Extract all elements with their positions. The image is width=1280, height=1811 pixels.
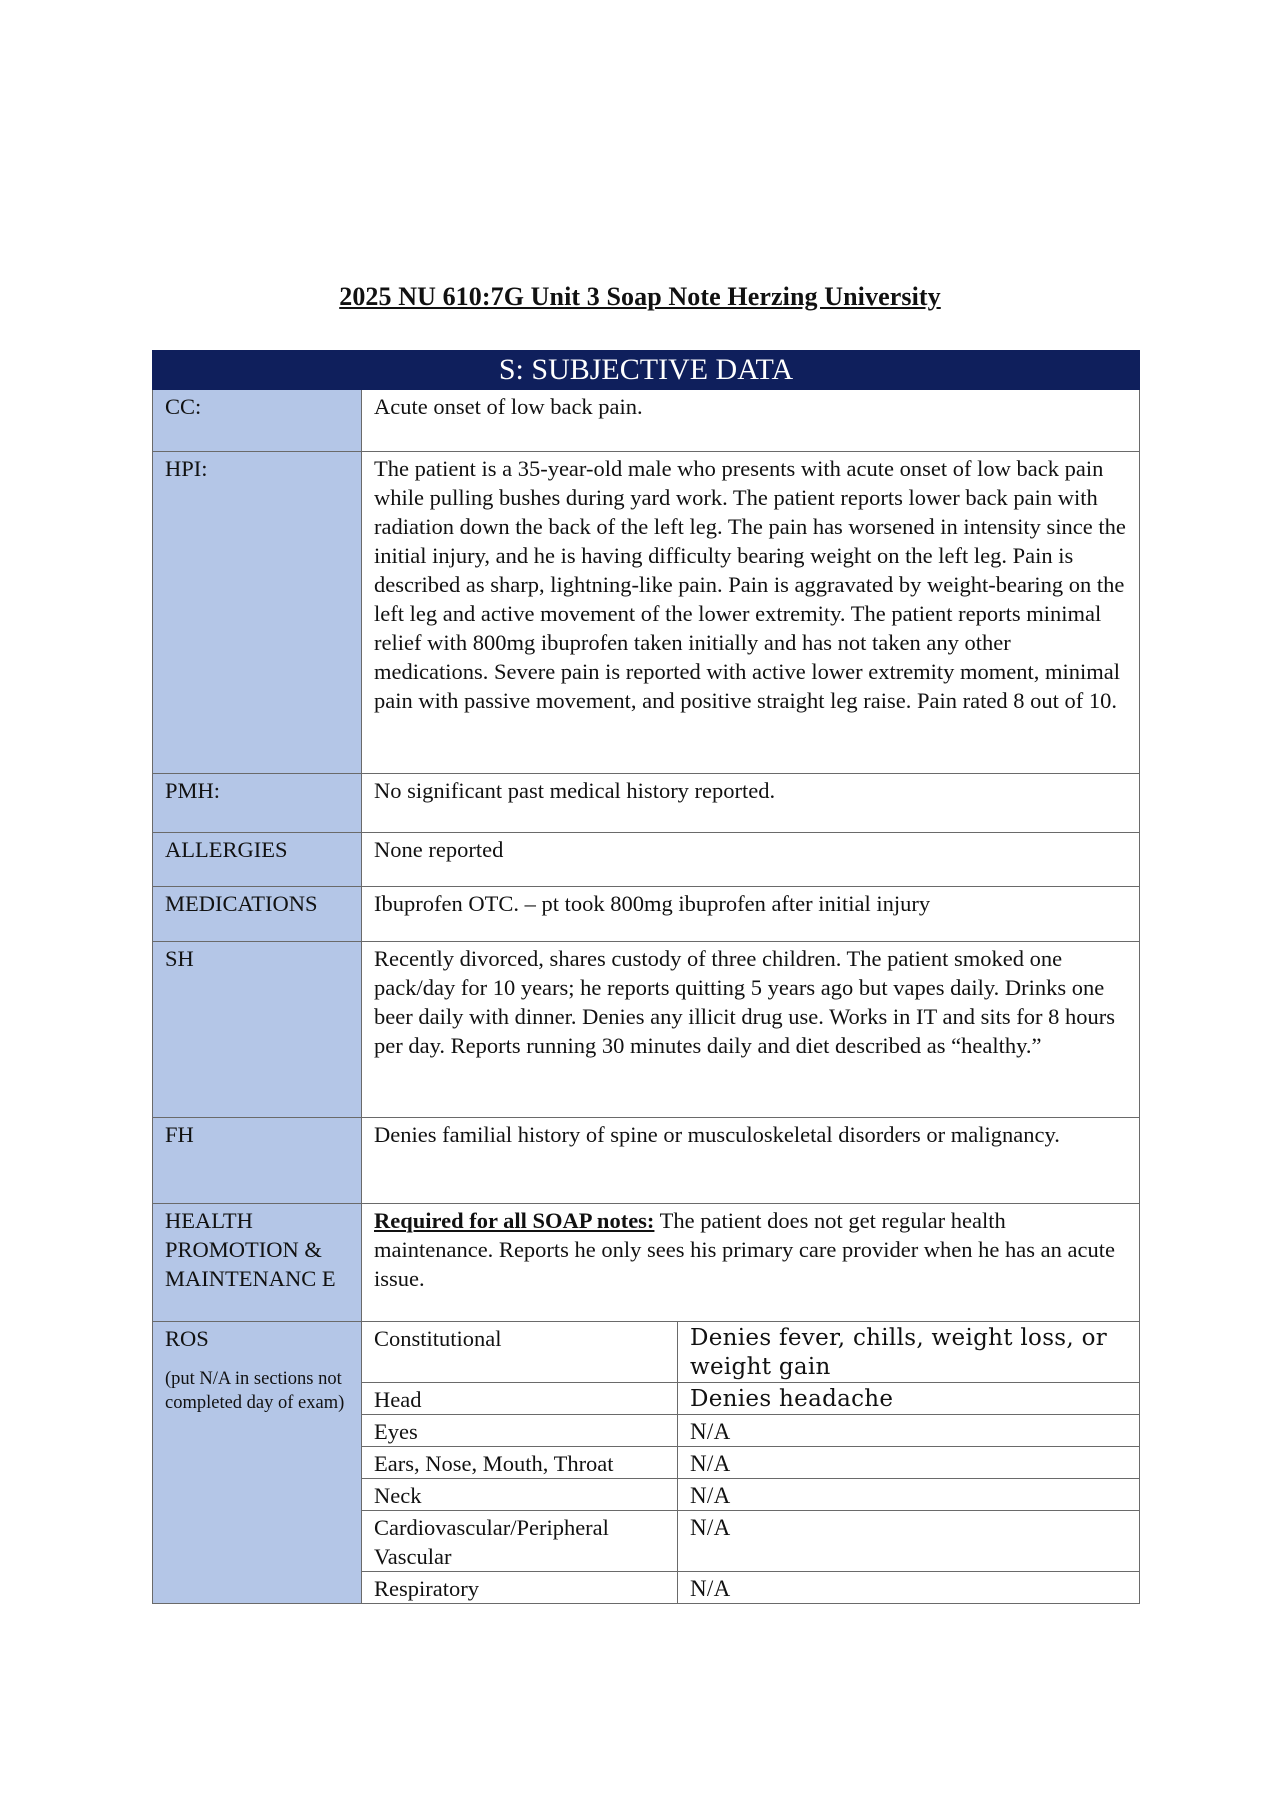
label-cc: CC: bbox=[153, 390, 362, 452]
value-cc: Acute onset of low back pain. bbox=[362, 390, 1140, 452]
value-fh: Denies familial history of spine or musculoskeletal disorders or malignancy. bbox=[362, 1118, 1140, 1204]
ros-finding-constitutional: Denies fever, chills, weight loss, or weight gain bbox=[678, 1322, 1140, 1383]
ros-system-cardiovascular: Cardiovascular/Peripheral Vascular bbox=[362, 1511, 678, 1572]
ros-finding-eyes: N/A bbox=[678, 1415, 1140, 1447]
label-fh: FH bbox=[153, 1118, 362, 1204]
required-label: Required for all SOAP notes: bbox=[374, 1208, 655, 1233]
ros-system-neck: Neck bbox=[362, 1479, 678, 1511]
ros-system-head: Head bbox=[362, 1383, 678, 1415]
label-pmh: PMH: bbox=[153, 774, 362, 833]
section-heading-subjective: S: SUBJECTIVE DATA bbox=[153, 351, 1140, 390]
document-title: 2025 NU 610:7G Unit 3 Soap Note Herzing University bbox=[339, 282, 941, 311]
ros-system-respiratory: Respiratory bbox=[362, 1572, 678, 1604]
label-sh: SH bbox=[153, 942, 362, 1118]
ros-finding-cardiovascular: N/A bbox=[678, 1511, 1140, 1572]
subjective-data-table bbox=[152, 350, 1140, 1604]
label-ros-cell bbox=[153, 1322, 362, 1604]
value-allergies: None reported bbox=[362, 833, 1140, 887]
ros-finding-head: Denies headache bbox=[678, 1383, 1140, 1415]
value-medications: Ibuprofen OTC. – pt took 800mg ibuprofen after initial injury bbox=[362, 887, 1140, 942]
ros-system-ent: Ears, Nose, Mouth, Throat bbox=[362, 1447, 678, 1479]
label-ros: ROS bbox=[165, 1326, 209, 1351]
ros-instructions: (put N/A in sections not completed day of exam) bbox=[165, 1369, 345, 1413]
value-health-promotion bbox=[362, 1204, 1140, 1322]
ros-finding-ent: N/A bbox=[678, 1447, 1140, 1479]
ros-system-eyes: Eyes bbox=[362, 1415, 678, 1447]
health-promotion-text: The patient does not get regular health maintenance. Reports he only sees his primary care provider when he has an acute issue. bbox=[374, 1208, 1115, 1291]
value-sh: Recently divorced, shares custody of three children. The patient smoked one pack/day for 10 years; he reports quitting 5 years ago but vapes daily. Drinks one beer daily with dinner. Denies any illicit drug use. Works in IT and sits for 8 hours per day. Reports running 30 minutes daily and diet described as “healthy.” bbox=[362, 942, 1140, 1118]
value-hpi: The patient is a 35-year-old male who presents with acute onset of low back pain while pulling bushes during yard work. The patient reports lower back pain with radiation down the back of the left leg. The pain has worsened in intensity since the initial injury, and he is having difficulty bearing weight on the left leg. Pain is described as sharp, lightning-like pain. Pain is aggravated by weight-bearing on the left leg and active movement of the lower extremity. The patient reports minimal relief with 800mg ibuprofen taken initially and has not taken any other medications. Severe pain is reported with active lower extremity moment, minimal pain with passive movement, and positive straight leg raise. Pain rated 8 out of 10. bbox=[362, 452, 1140, 774]
label-health-promotion: HEALTH PROMOTION & MAINTENANC E bbox=[153, 1204, 362, 1322]
label-hpi: HPI: bbox=[153, 452, 362, 774]
label-allergies: ALLERGIES bbox=[153, 833, 362, 887]
label-medications: MEDICATIONS bbox=[153, 887, 362, 942]
ros-finding-neck: N/A bbox=[678, 1479, 1140, 1511]
ros-finding-respiratory: N/A bbox=[678, 1572, 1140, 1604]
ros-system-constitutional: Constitutional bbox=[362, 1322, 678, 1383]
value-pmh: No significant past medical history reported. bbox=[362, 774, 1140, 833]
